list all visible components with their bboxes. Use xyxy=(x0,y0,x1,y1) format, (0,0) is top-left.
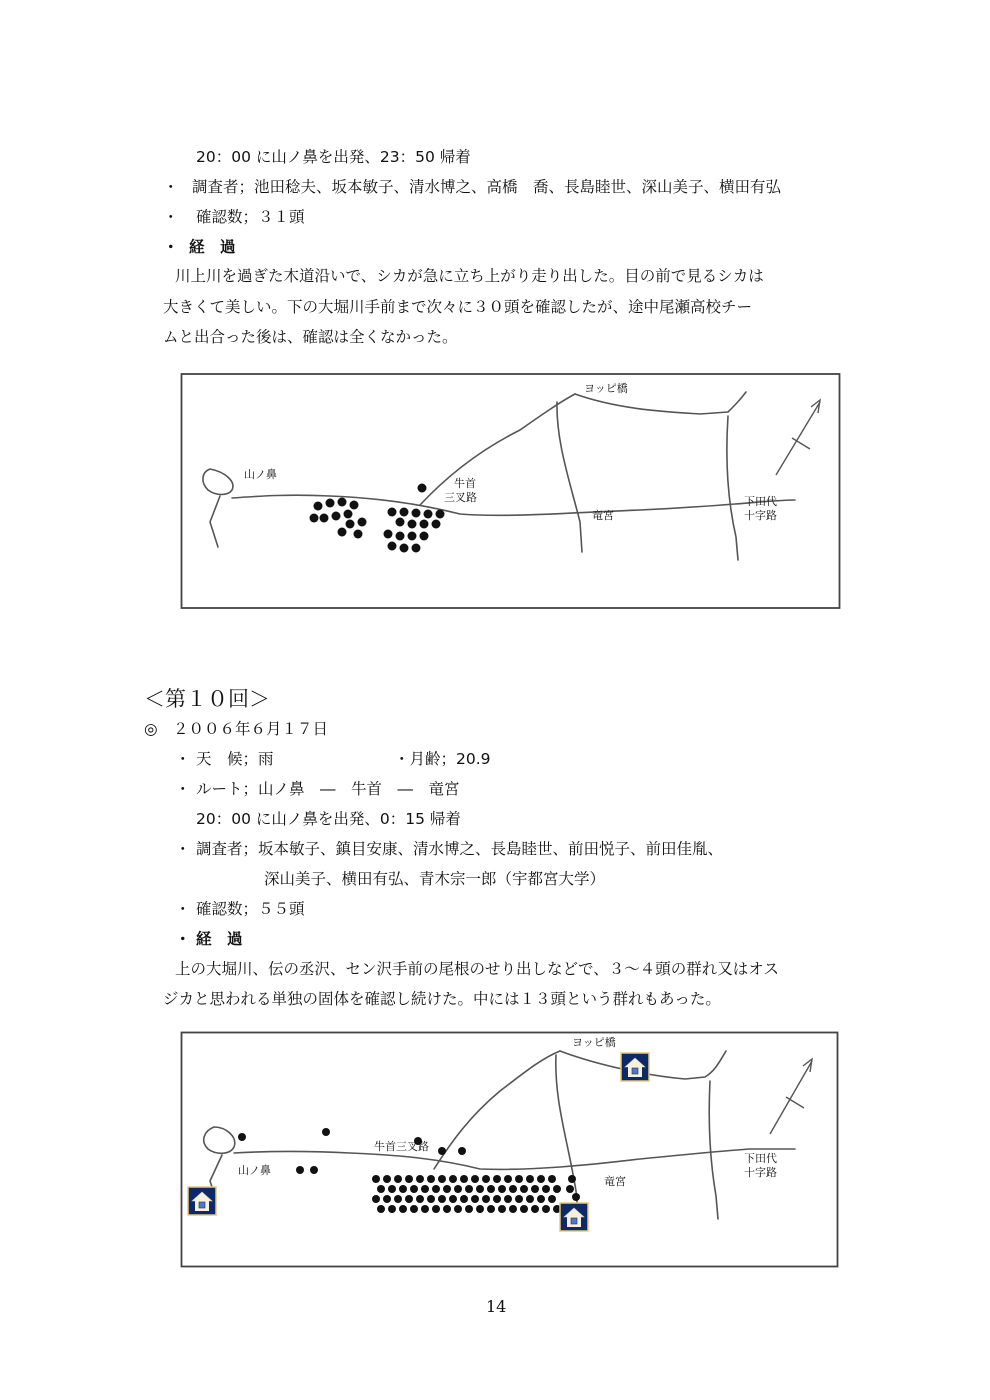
deer-dot xyxy=(394,1175,402,1183)
deer-dot xyxy=(482,1195,490,1203)
deer-dot xyxy=(526,1175,534,1183)
deer-dot xyxy=(377,1205,385,1213)
survey9-progress-label: 経 過 xyxy=(189,238,236,256)
deer-dot xyxy=(548,1175,556,1183)
deer-dot xyxy=(465,1185,473,1193)
deer-dot xyxy=(568,1175,576,1183)
deer-dot xyxy=(504,1175,512,1183)
deer-dot xyxy=(476,1185,484,1193)
deer-dot xyxy=(438,1175,446,1183)
deer-dot xyxy=(526,1195,534,1203)
deer-dot xyxy=(322,1128,330,1136)
map-label-yoppi-bridge: ヨッピ橋 xyxy=(572,1036,616,1049)
deer-dot xyxy=(396,518,405,527)
deer-dot xyxy=(408,532,417,541)
deer-dot xyxy=(454,1205,462,1213)
deer-dot xyxy=(509,1205,517,1213)
survey10-narrative-line: 上の大堀川、伝の丞沢、セン沢手前の尾根のせり出しなどで、３～４頭の群れ又はオス xyxy=(175,960,780,978)
deer-dot xyxy=(405,1175,413,1183)
map-label-shimotashiro: 下田代 xyxy=(744,495,777,508)
deer-dot xyxy=(238,1133,246,1141)
deer-dot xyxy=(344,510,353,519)
deer-dot xyxy=(454,1185,462,1193)
deer-dot xyxy=(310,514,319,523)
deer-dot xyxy=(509,1185,517,1193)
deer-sightings xyxy=(310,484,445,553)
deer-dot xyxy=(548,1195,556,1203)
survey10-moon-age: ・月齢；20.9 xyxy=(394,750,491,768)
deer-dot xyxy=(326,499,335,508)
deer-dot xyxy=(487,1205,495,1213)
deer-dot xyxy=(388,508,397,517)
map-label-ryugu: 竜宮 xyxy=(604,1175,626,1188)
deer-dot xyxy=(504,1195,512,1203)
deer-dot xyxy=(383,1195,391,1203)
bullet: ・ xyxy=(175,840,191,858)
survey10-title: ＜第１０回＞ xyxy=(144,687,270,711)
deer-dot xyxy=(420,520,429,529)
deer-dot xyxy=(537,1195,545,1203)
deer-dot xyxy=(493,1195,501,1203)
map-label-yamanohana: 山ノ鼻 xyxy=(238,1164,271,1177)
survey10-count: 確認数；５５頭 xyxy=(196,900,305,918)
deer-dot xyxy=(427,1195,435,1203)
deer-dot xyxy=(310,1166,318,1174)
deer-dot xyxy=(296,1166,304,1174)
deer-dot xyxy=(471,1195,479,1203)
deer-dot xyxy=(443,1205,451,1213)
deer-dot xyxy=(432,1185,440,1193)
deer-dot xyxy=(432,1205,440,1213)
deer-dot xyxy=(471,1175,479,1183)
deer-dot xyxy=(388,1205,396,1213)
map-trails xyxy=(203,392,795,560)
deer-dot xyxy=(520,1185,528,1193)
bullet: ・ xyxy=(175,780,191,798)
bullet: ・ xyxy=(175,930,191,948)
deer-dot xyxy=(572,1193,580,1201)
hut-icon xyxy=(621,1053,649,1081)
deer-dot xyxy=(314,502,323,511)
bullet: ・ xyxy=(163,208,179,226)
north-arrow xyxy=(776,400,820,475)
deer-dot xyxy=(436,510,445,519)
deer-dot xyxy=(515,1195,523,1203)
deer-dot xyxy=(399,1185,407,1193)
deer-dot xyxy=(520,1205,528,1213)
map-label-ryugu: 竜宮 xyxy=(592,509,614,522)
deer-dot xyxy=(396,532,405,541)
deer-dot xyxy=(405,1195,413,1203)
survey9-map xyxy=(180,372,842,612)
map-label-ushikubi: 牛首 xyxy=(454,477,476,490)
deer-dot xyxy=(498,1205,506,1213)
deer-dot xyxy=(487,1185,495,1193)
deer-dot xyxy=(432,520,441,529)
deer-dot xyxy=(377,1185,385,1193)
map-frame xyxy=(182,374,840,608)
deer-dot xyxy=(460,1175,468,1183)
survey9-narrative-line: 大きくて美しい。下の大堀川手前まで次々に３０頭を確認したが、途中尾瀬高校チー xyxy=(163,298,753,316)
bullet: ・ xyxy=(163,238,179,256)
map-label-yoppi-bridge: ヨッピ橋 xyxy=(584,382,628,395)
map-trails xyxy=(204,1051,795,1219)
deer-dot xyxy=(458,1147,466,1155)
map-label-crossroads: 十字路 xyxy=(744,1166,777,1179)
deer-dot xyxy=(383,1175,391,1183)
deer-dot xyxy=(537,1175,545,1183)
deer-dot xyxy=(338,528,347,537)
deer-dot xyxy=(416,1195,424,1203)
deer-dot xyxy=(438,1195,446,1203)
deer-dot xyxy=(416,1175,424,1183)
deer-dot xyxy=(531,1205,539,1213)
map-label-ushikubi-junction: 牛首三叉路 xyxy=(374,1140,429,1153)
map-label-ushikubi-junction: 三叉路 xyxy=(444,491,477,504)
deer-dot xyxy=(421,1185,429,1193)
bullet: ・ xyxy=(163,178,179,196)
deer-dot xyxy=(493,1175,501,1183)
deer-dot xyxy=(542,1185,550,1193)
survey9-narrative-line: 川上川を過ぎた木道沿いで、シカが急に立ち上がり走り出した。目の前で見るシカは xyxy=(175,267,764,285)
deer-dot xyxy=(420,532,429,541)
deer-dot xyxy=(515,1175,523,1183)
hut-icon xyxy=(188,1187,216,1215)
deer-dot xyxy=(400,544,409,553)
deer-dot xyxy=(408,520,417,529)
deer-dot xyxy=(332,512,341,521)
bullet: ・ xyxy=(175,750,191,768)
deer-dot xyxy=(350,501,359,510)
survey9-count: 確認数；３１頭 xyxy=(196,208,305,226)
survey10-route: ルート；山ノ鼻 ― 牛首 ― 竜宮 xyxy=(196,780,460,798)
deer-dot xyxy=(424,510,433,519)
survey9-narrative-line: ムと出合った後は、確認は全くなかった。 xyxy=(163,328,458,346)
deer-dot xyxy=(372,1175,380,1183)
deer-dot xyxy=(482,1175,490,1183)
deer-dot xyxy=(410,1205,418,1213)
map-label-shimotashiro: 下田代 xyxy=(744,1152,777,1165)
bullet: ・ xyxy=(175,900,191,918)
deer-dot xyxy=(553,1185,561,1193)
deer-dot xyxy=(384,530,393,539)
survey10-date: ◎ ２００６年６月１７日 xyxy=(144,720,329,738)
deer-dot xyxy=(566,1185,574,1193)
survey10-investigators: 調査者；坂本敏子、鎮目安康、清水博之、長島睦世、前田悦子、前田佳胤、 xyxy=(196,840,724,858)
deer-dot xyxy=(438,1147,446,1155)
deer-dot xyxy=(443,1185,451,1193)
deer-dot xyxy=(476,1205,484,1213)
deer-dot xyxy=(465,1205,473,1213)
deer-dot xyxy=(338,498,347,507)
survey10-investigators-cont: 深山美子、横田有弘、青木宗一郎（宇都宮大学） xyxy=(264,870,606,888)
hut-icon xyxy=(560,1203,588,1231)
deer-dot xyxy=(542,1205,550,1213)
deer-dot xyxy=(399,1205,407,1213)
map-label-yamanohana: 山ノ鼻 xyxy=(244,468,277,481)
deer-dot xyxy=(400,508,409,517)
deer-dot xyxy=(388,1185,396,1193)
deer-dot xyxy=(410,1185,418,1193)
deer-dot xyxy=(531,1185,539,1193)
deer-dot xyxy=(449,1195,457,1203)
deer-dot xyxy=(427,1175,435,1183)
survey10-map xyxy=(180,1031,842,1271)
deer-dot xyxy=(372,1195,380,1203)
deer-dot xyxy=(346,520,355,529)
deer-dot xyxy=(498,1185,506,1193)
deer-dot xyxy=(354,530,363,539)
deer-dot xyxy=(460,1195,468,1203)
deer-dot xyxy=(418,484,427,493)
deer-dot xyxy=(394,1195,402,1203)
deer-dot xyxy=(388,542,397,551)
deer-dot xyxy=(449,1175,457,1183)
deer-dot xyxy=(320,514,329,523)
page-number: 14 xyxy=(486,1297,507,1316)
survey9-investigators: 調査者；池田稔夫、坂本敏子、清水博之、高橋 喬、長島睦世、深山美子、横田有弘 xyxy=(192,178,782,196)
survey10-time-line: 20：00 に山ノ鼻を出発、0：15 帰着 xyxy=(196,810,461,828)
deer-dot xyxy=(358,518,367,527)
north-arrow xyxy=(770,1059,812,1134)
survey10-narrative-line: ジカと思われる単独の固体を確認し続けた。中には１３頭という群れもあった。 xyxy=(163,990,721,1008)
survey10-progress-label: 経 過 xyxy=(196,930,243,948)
deer-dot xyxy=(412,544,421,553)
survey10-weather: 天 候；雨 xyxy=(196,750,274,768)
map-label-crossroads: 十字路 xyxy=(744,509,777,522)
survey9-time-line: 20：00 に山ノ鼻を出発、23：50 帰着 xyxy=(196,148,471,166)
deer-dot xyxy=(421,1205,429,1213)
deer-dot xyxy=(412,509,421,518)
